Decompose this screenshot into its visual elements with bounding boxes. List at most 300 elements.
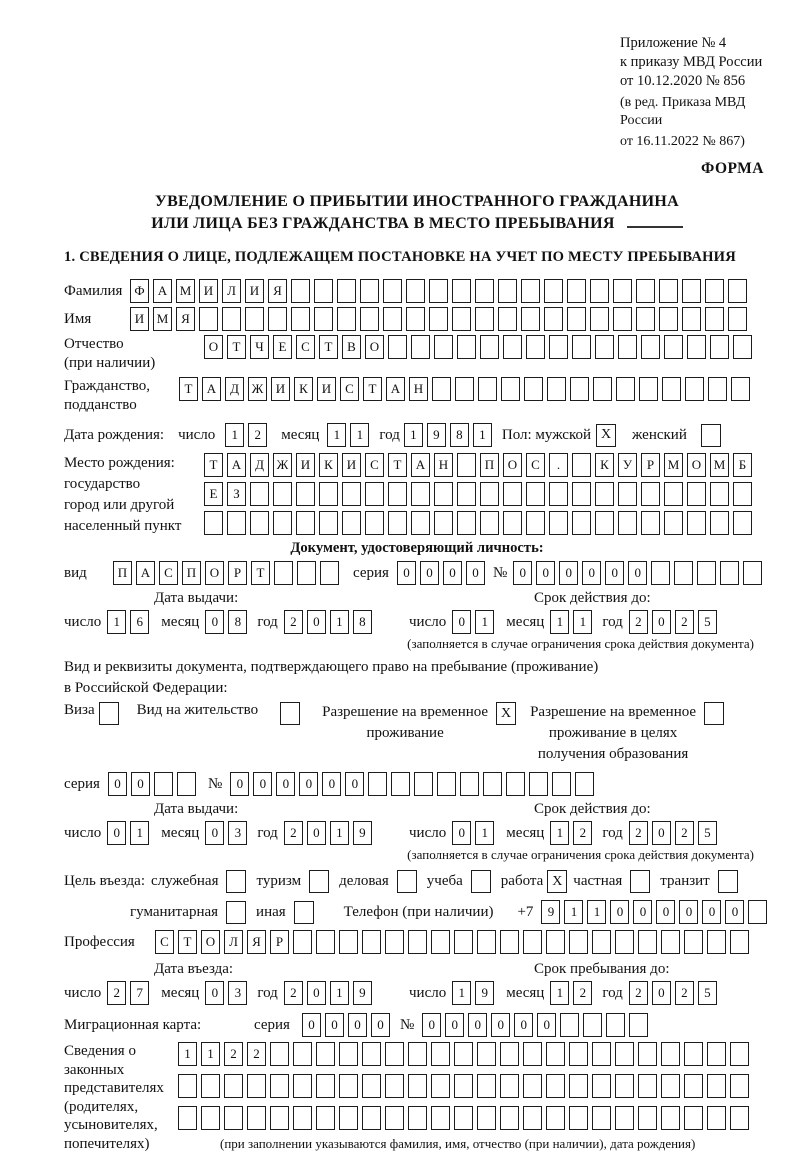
char-cell bbox=[452, 279, 471, 303]
char-cell bbox=[728, 279, 747, 303]
visa-checkbox bbox=[99, 702, 119, 725]
char-cell bbox=[316, 1074, 335, 1098]
entry-date-row: число 2 7 месяц 0 3 год 2 0 1 9 bbox=[64, 981, 409, 1005]
char-cell bbox=[629, 1013, 648, 1037]
char-cell bbox=[590, 279, 609, 303]
sex-male-checkbox: X bbox=[596, 424, 616, 447]
char-cell bbox=[274, 561, 293, 585]
purpose-business-checkbox bbox=[397, 870, 417, 893]
char-cell bbox=[500, 1106, 519, 1130]
char-cell: 2 bbox=[247, 1042, 266, 1066]
char-cell: 9 bbox=[353, 981, 372, 1005]
char-cell bbox=[319, 482, 338, 506]
char-cell: Я bbox=[176, 307, 195, 331]
birth-month-boxes bbox=[327, 423, 369, 447]
char-cell bbox=[360, 279, 379, 303]
char-cell bbox=[618, 482, 637, 506]
char-cell bbox=[664, 511, 683, 535]
char-cell bbox=[316, 1106, 335, 1130]
edition-line: от 16.11.2022 № 867) bbox=[620, 134, 745, 149]
char-cell bbox=[661, 1106, 680, 1130]
char-cell: 1 bbox=[573, 610, 592, 634]
char-cell bbox=[362, 930, 381, 954]
char-cell bbox=[687, 335, 706, 359]
char-cell: 9 bbox=[475, 981, 494, 1005]
char-cell bbox=[339, 930, 358, 954]
sex-female-checkbox bbox=[701, 424, 721, 447]
name-label: Имя bbox=[64, 310, 92, 327]
char-cell bbox=[314, 279, 333, 303]
char-cell bbox=[273, 482, 292, 506]
char-cell bbox=[222, 307, 241, 331]
char-cell bbox=[503, 482, 522, 506]
citizenship-boxes bbox=[179, 377, 750, 401]
char-cell bbox=[342, 511, 361, 535]
char-cell: 0 bbox=[452, 610, 471, 634]
char-cell bbox=[569, 930, 588, 954]
char-cell: 0 bbox=[205, 821, 224, 845]
appendix-block bbox=[620, 34, 770, 151]
char-cell bbox=[498, 307, 517, 331]
phone-boxes bbox=[541, 900, 767, 924]
birthplace-block bbox=[64, 453, 770, 537]
char-cell bbox=[638, 1074, 657, 1098]
char-cell: 3 bbox=[228, 821, 247, 845]
char-cell: 1 bbox=[330, 821, 349, 845]
char-cell bbox=[549, 335, 568, 359]
blank-underline bbox=[627, 212, 683, 228]
doc-valid-until-label: Срок действия до: bbox=[534, 590, 651, 606]
purpose-work-checkbox: X bbox=[547, 870, 567, 893]
char-cell bbox=[638, 930, 657, 954]
char-cell: 1 bbox=[475, 821, 494, 845]
char-cell bbox=[687, 511, 706, 535]
entry-dates bbox=[64, 961, 770, 1005]
char-cell: 0 bbox=[514, 1013, 533, 1037]
char-cell bbox=[636, 279, 655, 303]
char-cell: Я bbox=[268, 279, 287, 303]
char-cell: М bbox=[710, 453, 729, 477]
char-cell bbox=[664, 335, 683, 359]
char-cell bbox=[590, 307, 609, 331]
char-cell bbox=[638, 1106, 657, 1130]
forma-label: ФОРМА bbox=[700, 160, 764, 177]
char-cell: 1 bbox=[327, 423, 346, 447]
char-cell bbox=[684, 930, 703, 954]
char-cell: 0 bbox=[422, 1013, 441, 1037]
permit-issue-date-row: число 0 1 месяц 0 3 год 2 0 1 9 bbox=[64, 821, 409, 845]
char-cell: 0 bbox=[302, 1013, 321, 1037]
char-cell bbox=[291, 279, 310, 303]
char-cell bbox=[362, 1042, 381, 1066]
char-cell bbox=[383, 307, 402, 331]
char-cell bbox=[388, 482, 407, 506]
char-cell: 0 bbox=[397, 561, 416, 585]
char-cell bbox=[316, 930, 335, 954]
char-cell bbox=[178, 1074, 197, 1098]
char-cell bbox=[546, 1074, 565, 1098]
char-cell bbox=[720, 561, 739, 585]
doc-issue-date-row: число 1 6 месяц 0 8 год 2 0 1 8 bbox=[64, 610, 409, 634]
representatives-block bbox=[64, 1042, 770, 1153]
char-cell bbox=[710, 482, 729, 506]
char-cell bbox=[592, 1106, 611, 1130]
char-cell bbox=[293, 930, 312, 954]
doc-valid-until-row: число 0 1 месяц 1 1 год 2 0 2 5 bbox=[409, 610, 770, 634]
char-cell: Н bbox=[434, 453, 453, 477]
char-cell bbox=[406, 279, 425, 303]
char-cell bbox=[523, 1042, 542, 1066]
char-cell bbox=[707, 930, 726, 954]
char-cell: С bbox=[340, 377, 359, 401]
char-cell bbox=[477, 1042, 496, 1066]
sex-male-label: Пол: мужской bbox=[501, 426, 592, 443]
appendix-line: от 10.12.2020 № 856 bbox=[620, 73, 746, 89]
char-cell bbox=[339, 1106, 358, 1130]
char-cell: 0 bbox=[652, 981, 671, 1005]
char-cell bbox=[546, 1106, 565, 1130]
char-cell bbox=[743, 561, 762, 585]
char-cell: 0 bbox=[299, 772, 318, 796]
char-cell: 1 bbox=[550, 821, 569, 845]
char-cell bbox=[730, 930, 749, 954]
permit-issue-date-label: Дата выдачи: bbox=[154, 801, 239, 817]
mig-series-boxes bbox=[302, 1013, 390, 1037]
char-cell: Р bbox=[641, 453, 660, 477]
char-cell bbox=[293, 1042, 312, 1066]
char-cell: Л bbox=[222, 279, 241, 303]
purpose-humanitarian-checkbox bbox=[226, 901, 246, 924]
char-cell: У bbox=[618, 453, 637, 477]
char-cell bbox=[595, 511, 614, 535]
edu-permit-checkbox bbox=[704, 702, 724, 725]
patronymic-row bbox=[64, 335, 770, 373]
char-cell: Т bbox=[319, 335, 338, 359]
char-cell bbox=[477, 1106, 496, 1130]
char-cell: 0 bbox=[628, 561, 647, 585]
mig-number-sign: № bbox=[399, 1016, 415, 1033]
purpose-transit-checkbox bbox=[718, 870, 738, 893]
char-cell bbox=[546, 1042, 565, 1066]
char-cell bbox=[615, 930, 634, 954]
char-cell bbox=[616, 377, 635, 401]
char-cell bbox=[575, 772, 594, 796]
doc-kind-row bbox=[64, 561, 770, 585]
char-cell: 0 bbox=[443, 561, 462, 585]
char-cell bbox=[454, 1106, 473, 1130]
char-cell bbox=[362, 1074, 381, 1098]
birthplace-boxes-row1 bbox=[204, 453, 752, 477]
char-cell bbox=[339, 1042, 358, 1066]
char-cell bbox=[429, 279, 448, 303]
purpose-other-checkbox bbox=[294, 901, 314, 924]
char-cell bbox=[454, 930, 473, 954]
char-cell: К bbox=[595, 453, 614, 477]
entry-month-boxes bbox=[205, 981, 247, 1005]
char-cell bbox=[385, 930, 404, 954]
char-cell bbox=[708, 377, 727, 401]
form-title-line2: ИЛИ ЛИЦА БЕЗ ГРАЖДАНСТВА В МЕСТО ПРЕБЫВАНИЯ bbox=[64, 212, 770, 234]
char-cell: 0 bbox=[108, 772, 127, 796]
char-cell: Т bbox=[388, 453, 407, 477]
char-cell: 0 bbox=[322, 772, 341, 796]
char-cell bbox=[455, 377, 474, 401]
char-cell bbox=[434, 511, 453, 535]
char-cell bbox=[710, 335, 729, 359]
char-cell bbox=[501, 377, 520, 401]
char-cell: 2 bbox=[629, 981, 648, 1005]
char-cell bbox=[199, 307, 218, 331]
doc-dates bbox=[64, 590, 770, 634]
char-cell: Т bbox=[204, 453, 223, 477]
char-cell: 0 bbox=[491, 1013, 510, 1037]
char-cell: 1 bbox=[473, 423, 492, 447]
char-cell: 0 bbox=[652, 821, 671, 845]
phone-label: Телефон (при наличии) bbox=[343, 903, 494, 920]
entry-year-boxes bbox=[284, 981, 372, 1005]
char-cell: Т bbox=[227, 335, 246, 359]
char-cell: Ч bbox=[250, 335, 269, 359]
char-cell bbox=[733, 335, 752, 359]
visa-option: Виза bbox=[64, 702, 119, 725]
char-cell: А bbox=[411, 453, 430, 477]
char-cell: 5 bbox=[698, 610, 717, 634]
char-cell bbox=[342, 482, 361, 506]
char-cell: 2 bbox=[629, 610, 648, 634]
char-cell bbox=[615, 1074, 634, 1098]
char-cell: 7 bbox=[130, 981, 149, 1005]
char-cell bbox=[245, 307, 264, 331]
purpose-study-checkbox bbox=[471, 870, 491, 893]
char-cell: 2 bbox=[284, 610, 303, 634]
char-cell: 0 bbox=[230, 772, 249, 796]
char-cell bbox=[297, 561, 316, 585]
char-cell bbox=[682, 307, 701, 331]
doc-valid-day-boxes bbox=[452, 610, 494, 634]
char-cell: 1 bbox=[550, 981, 569, 1005]
char-cell bbox=[569, 1074, 588, 1098]
char-cell bbox=[503, 511, 522, 535]
appendix-line: к приказу МВД России bbox=[620, 54, 763, 70]
char-cell: 0 bbox=[420, 561, 439, 585]
char-cell bbox=[593, 377, 612, 401]
char-cell: 0 bbox=[307, 981, 326, 1005]
char-cell bbox=[606, 1013, 625, 1037]
char-cell: О bbox=[503, 453, 522, 477]
char-cell bbox=[457, 511, 476, 535]
char-cell: 1 bbox=[475, 610, 494, 634]
char-cell bbox=[293, 1074, 312, 1098]
char-cell bbox=[544, 279, 563, 303]
char-cell bbox=[526, 511, 545, 535]
purpose-private-checkbox bbox=[630, 870, 650, 893]
char-cell bbox=[204, 511, 223, 535]
char-cell: 0 bbox=[325, 1013, 344, 1037]
char-cell: . bbox=[549, 453, 568, 477]
char-cell: Н bbox=[409, 377, 428, 401]
profession-label: Профессия bbox=[64, 933, 135, 950]
patronymic-label: Отчество (при наличии) bbox=[64, 336, 156, 371]
char-cell: К bbox=[319, 453, 338, 477]
char-cell: С bbox=[365, 453, 384, 477]
patronymic-boxes bbox=[204, 335, 752, 359]
char-cell: 9 bbox=[353, 821, 372, 845]
char-cell bbox=[549, 482, 568, 506]
char-cell bbox=[270, 1106, 289, 1130]
char-cell bbox=[273, 511, 292, 535]
doc-series-label: серия bbox=[353, 564, 389, 581]
char-cell: Б bbox=[733, 453, 752, 477]
char-cell bbox=[201, 1074, 220, 1098]
char-cell bbox=[638, 1042, 657, 1066]
char-cell bbox=[391, 772, 410, 796]
char-cell bbox=[592, 1074, 611, 1098]
char-cell: М bbox=[664, 453, 683, 477]
permit-series-label: серия bbox=[64, 775, 100, 792]
stay-until-label: Срок пребывания до: bbox=[534, 961, 670, 977]
char-cell bbox=[707, 1074, 726, 1098]
char-cell: Р bbox=[270, 930, 289, 954]
char-cell bbox=[385, 1106, 404, 1130]
char-cell: 1 bbox=[130, 821, 149, 845]
char-cell: А bbox=[227, 453, 246, 477]
char-cell bbox=[483, 772, 502, 796]
char-cell bbox=[697, 561, 716, 585]
char-cell bbox=[247, 1074, 266, 1098]
char-cell: Е bbox=[204, 482, 223, 506]
char-cell: 0 bbox=[633, 900, 652, 924]
permit-issue-year-boxes bbox=[284, 821, 372, 845]
citizenship-label: Гражданство, подданство bbox=[64, 378, 151, 413]
char-cell bbox=[431, 930, 450, 954]
char-cell: О bbox=[204, 335, 223, 359]
char-cell: К bbox=[294, 377, 313, 401]
char-cell bbox=[296, 511, 315, 535]
char-cell bbox=[521, 279, 540, 303]
char-cell bbox=[224, 1106, 243, 1130]
char-cell bbox=[684, 1074, 703, 1098]
char-cell: П bbox=[113, 561, 132, 585]
char-cell bbox=[615, 1106, 634, 1130]
birth-day-boxes bbox=[225, 423, 267, 447]
char-cell: 0 bbox=[371, 1013, 390, 1037]
char-cell bbox=[360, 307, 379, 331]
permit-number-boxes bbox=[230, 772, 594, 796]
char-cell: З bbox=[227, 482, 246, 506]
char-cell bbox=[362, 1106, 381, 1130]
char-cell bbox=[319, 511, 338, 535]
char-cell bbox=[388, 335, 407, 359]
doc-valid-year-boxes bbox=[629, 610, 717, 634]
char-cell bbox=[154, 772, 173, 796]
char-cell: 0 bbox=[536, 561, 555, 585]
char-cell: 2 bbox=[248, 423, 267, 447]
char-cell bbox=[475, 279, 494, 303]
doc-number-sign: № bbox=[492, 564, 508, 581]
char-cell bbox=[250, 511, 269, 535]
char-cell: И bbox=[245, 279, 264, 303]
purpose-row-2: гуманитарная иная Телефон (при наличии) +7 9 1 1 0 0 0 0 0 0 bbox=[130, 900, 770, 924]
char-cell: 8 bbox=[450, 423, 469, 447]
char-cell: 1 bbox=[201, 1042, 220, 1066]
char-cell bbox=[316, 1042, 335, 1066]
char-cell: 0 bbox=[445, 1013, 464, 1037]
char-cell: М bbox=[176, 279, 195, 303]
char-cell bbox=[705, 307, 724, 331]
char-cell: 0 bbox=[466, 561, 485, 585]
char-cell: 0 bbox=[679, 900, 698, 924]
char-cell bbox=[731, 377, 750, 401]
char-cell bbox=[524, 377, 543, 401]
char-cell: 2 bbox=[573, 981, 592, 1005]
char-cell bbox=[437, 772, 456, 796]
char-cell: Т bbox=[178, 930, 197, 954]
char-cell bbox=[730, 1042, 749, 1066]
char-cell bbox=[268, 307, 287, 331]
permit-type-row bbox=[64, 702, 770, 765]
char-cell bbox=[682, 279, 701, 303]
representatives-note: (при заполнении указываются фамилия, имя, отчество (при наличии), дата рождения) bbox=[220, 1136, 696, 1151]
char-cell: 1 bbox=[550, 610, 569, 634]
char-cell: 1 bbox=[225, 423, 244, 447]
char-cell bbox=[506, 772, 525, 796]
char-cell bbox=[339, 1074, 358, 1098]
char-cell bbox=[529, 772, 548, 796]
char-cell bbox=[661, 1042, 680, 1066]
purpose-row: Цель въезда: служебная туризм деловая учеба работа X частная транзит bbox=[64, 870, 770, 893]
char-cell bbox=[368, 772, 387, 796]
char-cell bbox=[383, 279, 402, 303]
char-cell bbox=[177, 772, 196, 796]
char-cell: Р bbox=[228, 561, 247, 585]
birthdate-label: Дата рождения: bbox=[64, 426, 165, 443]
char-cell: 0 bbox=[452, 821, 471, 845]
char-cell: 0 bbox=[559, 561, 578, 585]
char-cell bbox=[659, 307, 678, 331]
char-cell bbox=[431, 1042, 450, 1066]
char-cell: 9 bbox=[427, 423, 446, 447]
char-cell bbox=[365, 482, 384, 506]
char-cell bbox=[434, 482, 453, 506]
char-cell bbox=[411, 511, 430, 535]
char-cell: 1 bbox=[587, 900, 606, 924]
temp-permit-option: Разрешение на временное проживание X bbox=[322, 702, 516, 744]
char-cell bbox=[572, 511, 591, 535]
char-cell bbox=[674, 561, 693, 585]
char-cell bbox=[730, 1106, 749, 1130]
name-row bbox=[64, 307, 770, 331]
purpose-label: Цель въезда: bbox=[64, 873, 145, 889]
char-cell: 0 bbox=[468, 1013, 487, 1037]
mig-series-label: серия bbox=[254, 1016, 290, 1033]
char-cell bbox=[296, 482, 315, 506]
char-cell: 0 bbox=[205, 981, 224, 1005]
char-cell bbox=[431, 1074, 450, 1098]
stay-month-boxes bbox=[550, 981, 592, 1005]
char-cell bbox=[477, 930, 496, 954]
char-cell bbox=[201, 1106, 220, 1130]
char-cell bbox=[552, 772, 571, 796]
char-cell bbox=[293, 1106, 312, 1130]
temp-permit-checkbox: X bbox=[496, 702, 516, 725]
char-cell: 0 bbox=[307, 821, 326, 845]
char-cell bbox=[569, 1106, 588, 1130]
doc-kind-boxes bbox=[113, 561, 339, 585]
char-cell: 0 bbox=[345, 772, 364, 796]
char-cell bbox=[546, 930, 565, 954]
permit-issue-month-boxes bbox=[205, 821, 247, 845]
profession-row bbox=[64, 930, 770, 954]
